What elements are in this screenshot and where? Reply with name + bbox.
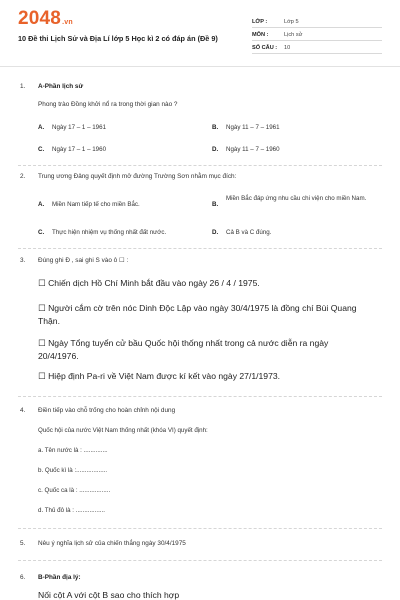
answer-option-b[interactable]: B. Miền Bắc đáp ứng nhu cầu chi viện cho miền Nam.	[212, 195, 367, 208]
section-title: B-Phần địa lý:	[38, 574, 81, 581]
question-text: Trung ương Đảng quyết định mở đường Trường Sơn nhằm mục đích:	[38, 173, 237, 180]
answer-option-a[interactable]: A. Ngày 17 – 1 – 1961	[38, 124, 107, 131]
question-divider	[18, 165, 382, 166]
true-false-item[interactable]: ☐ Chiến dịch Hồ Chí Minh bắt đầu vào ngày 26 / 4 / 1975.	[38, 278, 260, 288]
meta-value: Lịch sử	[284, 32, 303, 38]
meta-row-count	[252, 42, 382, 54]
answer-option-c[interactable]: C. Thực hiện nhiệm vụ thống nhất đất nước.	[38, 229, 167, 236]
fill-in-blank[interactable]: a. Tên nước là : ..............	[38, 447, 108, 454]
question-text: Điền tiếp vào chỗ trống cho hoàn chỉnh nội dung	[38, 407, 176, 414]
question-number: 4.	[20, 407, 26, 414]
question-number: 1.	[20, 83, 26, 90]
question-text: Nêu ý nghĩa lịch sử của chiến thắng ngày 30/4/1975	[38, 540, 186, 547]
question-number: 5.	[20, 540, 26, 547]
fill-in-blank[interactable]: b. Quốc kì là :..................	[38, 467, 108, 474]
fill-in-blank[interactable]: d. Thủ đô là : .................	[38, 507, 105, 514]
meta-label: LỚP :	[252, 19, 268, 25]
true-false-item[interactable]: ☐ Người cắm cờ trên nóc Dinh Độc Lập vào ngày 30/4/1975 là đồng chí Bùi Quang Thận.	[38, 303, 357, 326]
question-text: Phong trào Đồng khởi nổ ra trong thời gian nào ?	[38, 101, 178, 108]
question-number: 6.	[20, 574, 26, 581]
meta-value: 10	[284, 45, 291, 51]
true-false-item[interactable]: ☐ Hiệp định Pa-ri về Việt Nam được kí kết vào ngày 27/1/1973.	[38, 371, 281, 381]
question-divider	[18, 560, 382, 561]
question-divider	[18, 248, 382, 249]
meta-value: Lớp 5	[284, 19, 299, 25]
question-divider	[18, 528, 382, 529]
answer-option-a[interactable]: A. Miền Nam tiếp tế cho miền Bắc.	[38, 201, 140, 208]
question-number: 3.	[20, 257, 26, 264]
question-text: Đúng ghi Đ , sai ghi S vào ô ☐ :	[38, 257, 129, 264]
meta-row-grade	[252, 16, 382, 28]
question-text: Nối cột A với cột B sao cho thích hợp	[38, 590, 180, 600]
logo-text: 2048	[18, 8, 62, 29]
question-divider	[18, 396, 382, 397]
true-false-item[interactable]: ☐ Ngày Tổng tuyển cử bầu Quốc hội thống nhất trong cả nước diễn ra ngày 20/4/1976.	[38, 338, 329, 361]
fill-intro: Quốc hội của nước Việt Nam thống nhất (khóa VI) quyết định:	[38, 427, 208, 434]
meta-label: SỐ CÂU :	[252, 45, 278, 51]
meta-label: MÔN :	[252, 32, 269, 38]
answer-option-c[interactable]: C. Ngày 17 – 1 – 1960	[38, 146, 107, 153]
answer-option-d[interactable]: D. Cả B và C đúng.	[212, 229, 272, 236]
answer-option-d[interactable]: D. Ngày 11 – 7 – 1960	[212, 146, 280, 153]
question-number: 2.	[20, 173, 26, 180]
document-title: 10 Đề thi Lịch Sử và Địa Lí lớp 5 Học kì 2 có đáp án (Đề 9)	[18, 34, 218, 43]
site-logo[interactable]	[18, 8, 73, 30]
section-title: A-Phần lịch sử	[38, 83, 84, 90]
answer-option-b[interactable]: B. Ngày 11 – 7 – 1961	[212, 124, 280, 131]
header-divider	[0, 66, 400, 67]
meta-row-subject	[252, 29, 382, 41]
logo-suffix: .vn	[62, 19, 73, 26]
fill-in-blank[interactable]: c. Quốc ca là : ..................	[38, 487, 111, 494]
